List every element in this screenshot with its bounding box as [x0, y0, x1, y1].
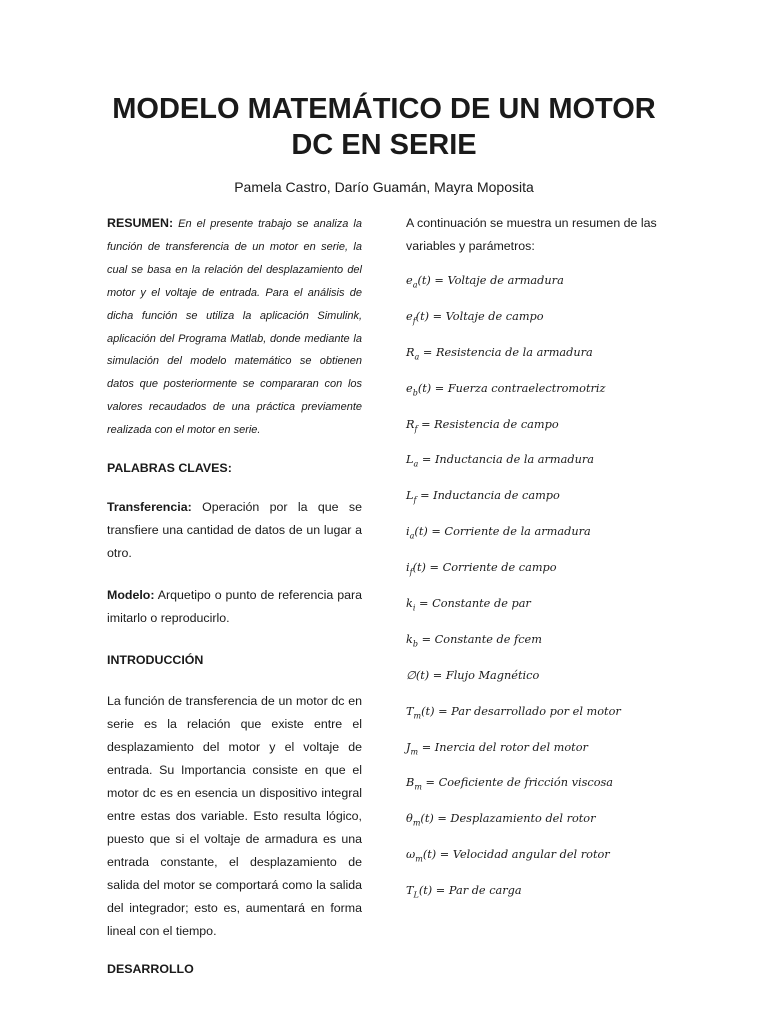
variable-argument: (t)	[417, 274, 431, 287]
variable-description: Voltaje de armadura	[447, 274, 564, 287]
variable-description: Flujo Magnético	[445, 668, 540, 682]
abstract-text: En el presente trabajo se analiza la función de transferencia de un motor en serie, la cual se basa en la relación del desplazamiento del motor y el voltaje de entrada. Para el análisis de dicha función se utiliza la aplicación Simulink, aplicación del Programa Matlab, donde mediante la simulación del modelo matemático se obtienen datos que posteriormente se compararan con los valores recaudados de una práctica previamente realizada con el motor en serie.	[107, 218, 362, 437]
variable-definition	[406, 450, 621, 486]
variable-definition	[406, 738, 621, 774]
introduction-heading: INTRODUCCIÓN	[107, 653, 204, 668]
variable-subscript: b	[412, 387, 418, 397]
variable-symbol: e	[406, 274, 413, 287]
variable-subscript: m	[414, 782, 422, 792]
variable-symbol: R	[406, 345, 415, 359]
variable-subscript: m	[415, 854, 423, 864]
variable-argument: (t)	[415, 309, 430, 323]
variable-definition	[406, 845, 621, 881]
equals-sign: =	[416, 489, 434, 503]
variable-argument: (t)	[418, 884, 433, 898]
variable-symbol: ∅	[406, 668, 416, 682]
variable-argument: (t)	[420, 812, 434, 826]
equals-sign: =	[417, 417, 435, 431]
variable-symbol: e	[406, 309, 413, 323]
variable-subscript: f	[413, 495, 417, 505]
abstract-label: RESUMEN:	[107, 216, 174, 230]
variable-symbol: i	[406, 561, 410, 575]
equals-sign: =	[429, 309, 446, 323]
equals-sign: =	[430, 274, 448, 287]
abstract	[107, 212, 362, 442]
variable-description: Inductancia de la armadura	[434, 453, 595, 467]
title-line-2: DC EN SERIE	[291, 129, 477, 161]
left-column	[107, 212, 362, 981]
keyword-modelo	[107, 584, 362, 630]
equals-sign: =	[432, 884, 449, 898]
variable-definition	[406, 630, 621, 666]
keyword-definition: Arquetipo o punto de referencia para imitarlo o reproducirlo.	[107, 588, 362, 626]
variable-definition	[406, 343, 621, 379]
variables-list	[406, 271, 621, 917]
keyword-label: Modelo:	[107, 588, 155, 603]
variable-subscript: a	[413, 459, 419, 469]
equals-sign: =	[429, 668, 446, 682]
variable-argument: (t)	[414, 525, 428, 539]
variable-description: Constante de fcem	[434, 632, 542, 646]
variable-description: Par de carga	[448, 884, 522, 898]
variable-subscript: f	[414, 423, 418, 433]
variable-symbol: T	[406, 884, 414, 898]
variable-symbol: J	[406, 740, 411, 754]
equals-sign: =	[421, 776, 439, 790]
variable-symbol: θ	[406, 812, 413, 826]
author-list: Pamela Castro, Darío Guamán, Mayra Moposita	[234, 179, 534, 195]
variable-description: Resistencia de campo	[434, 417, 559, 431]
variable-definition	[406, 881, 621, 917]
variable-definition	[406, 522, 621, 558]
variable-description: Par desarrollado por el motor	[451, 704, 621, 718]
variable-definition	[406, 773, 621, 809]
variable-definition	[406, 666, 621, 702]
equals-sign: =	[418, 453, 435, 467]
variable-argument: (t)	[421, 704, 435, 718]
variable-description: Constante de par	[432, 597, 531, 611]
variable-argument: (t)	[422, 848, 437, 862]
variable-subscript: f	[409, 567, 413, 577]
equals-sign: =	[434, 704, 452, 718]
variable-argument: (t)	[412, 561, 426, 575]
development-heading: DESARROLLO	[107, 962, 194, 977]
keywords-heading: PALABRAS CLAVES:	[107, 461, 232, 476]
variable-definition	[406, 486, 621, 522]
variable-subscript: a	[412, 280, 418, 290]
right-column	[406, 212, 668, 900]
variable-symbol: e	[406, 381, 413, 395]
equals-sign: =	[415, 597, 433, 611]
variable-definition	[406, 271, 621, 307]
variable-argument: (t)	[417, 381, 432, 395]
variable-symbol: B	[406, 776, 415, 790]
variable-description: Corriente de campo	[442, 561, 557, 575]
variable-symbol: k	[406, 632, 413, 646]
variable-definition	[406, 558, 621, 594]
keyword-label: Transferencia:	[107, 500, 192, 515]
variable-subscript: a	[414, 352, 420, 362]
variable-subscript: m	[413, 710, 422, 720]
equals-sign: =	[433, 812, 451, 826]
variable-definition	[406, 594, 621, 630]
variable-symbol: k	[406, 597, 413, 611]
variable-symbol: L	[406, 489, 414, 503]
variable-subscript: L	[413, 890, 419, 900]
variable-symbol: ω	[406, 848, 416, 862]
variable-subscript: f	[412, 316, 416, 326]
variable-description: Inercia del rotor del motor	[434, 740, 588, 754]
keyword-definition: Operación por la que se transfiere una cantidad de datos de un lugar a otro.	[107, 500, 362, 561]
variable-argument: (t)	[415, 668, 430, 682]
variable-description: Fuerza contraelectromotriz	[447, 381, 606, 395]
variable-definition	[406, 379, 621, 415]
paper-title	[84, 91, 684, 163]
variable-subscript: i	[412, 603, 416, 613]
variable-symbol: L	[406, 453, 414, 467]
equals-sign: =	[419, 345, 436, 359]
equals-sign: =	[431, 381, 448, 395]
variable-subscript: m	[410, 746, 419, 756]
introduction-text: La función de transferencia de un motor dc en serie es la relación que existe entre el desplazamiento del motor y el voltaje de entrada. Su Importancia consiste en que el motor dc es en esencia un dispositivo integral entre estas dos variable. Esto resulta lógico, puesto que si el voltaje de armadura es una entrada constante, el desplazamiento de salida del motor se comportará como la salida del integrador; esto es, aumentará en forma lineal con el tiempo.	[107, 694, 362, 939]
variable-description: Resistencia de la armadura	[435, 345, 593, 359]
variable-description: Coeficiente de fricción viscosa	[438, 776, 614, 790]
keyword-transferencia	[107, 496, 362, 565]
equals-sign: =	[418, 740, 435, 754]
variable-description: Inductancia de campo	[433, 489, 560, 503]
variable-definition	[406, 415, 621, 451]
variable-symbol: R	[406, 417, 415, 431]
variables-intro: A continuación se muestra un resumen de las variables y parámetros:	[406, 216, 657, 253]
variable-description: Corriente de la armadura	[444, 525, 591, 539]
variable-symbol: T	[406, 704, 414, 718]
variable-description: Desplazamiento del rotor	[450, 812, 596, 826]
equals-sign: =	[425, 561, 443, 575]
variable-definition	[406, 809, 621, 845]
variable-subscript: m	[412, 818, 421, 828]
variable-description: Velocidad angular del rotor	[452, 848, 610, 862]
variable-description: Voltaje de campo	[445, 309, 544, 323]
equals-sign: =	[427, 525, 445, 539]
variable-symbol: i	[406, 525, 410, 539]
variable-definition	[406, 702, 621, 738]
equals-sign: =	[417, 632, 435, 646]
equals-sign: =	[436, 848, 453, 862]
variable-subscript: a	[409, 531, 415, 541]
variable-definition	[406, 307, 621, 343]
variable-subscript: b	[412, 639, 418, 649]
title-line-1: MODELO MATEMÁTICO DE UN MOTOR	[112, 93, 656, 125]
